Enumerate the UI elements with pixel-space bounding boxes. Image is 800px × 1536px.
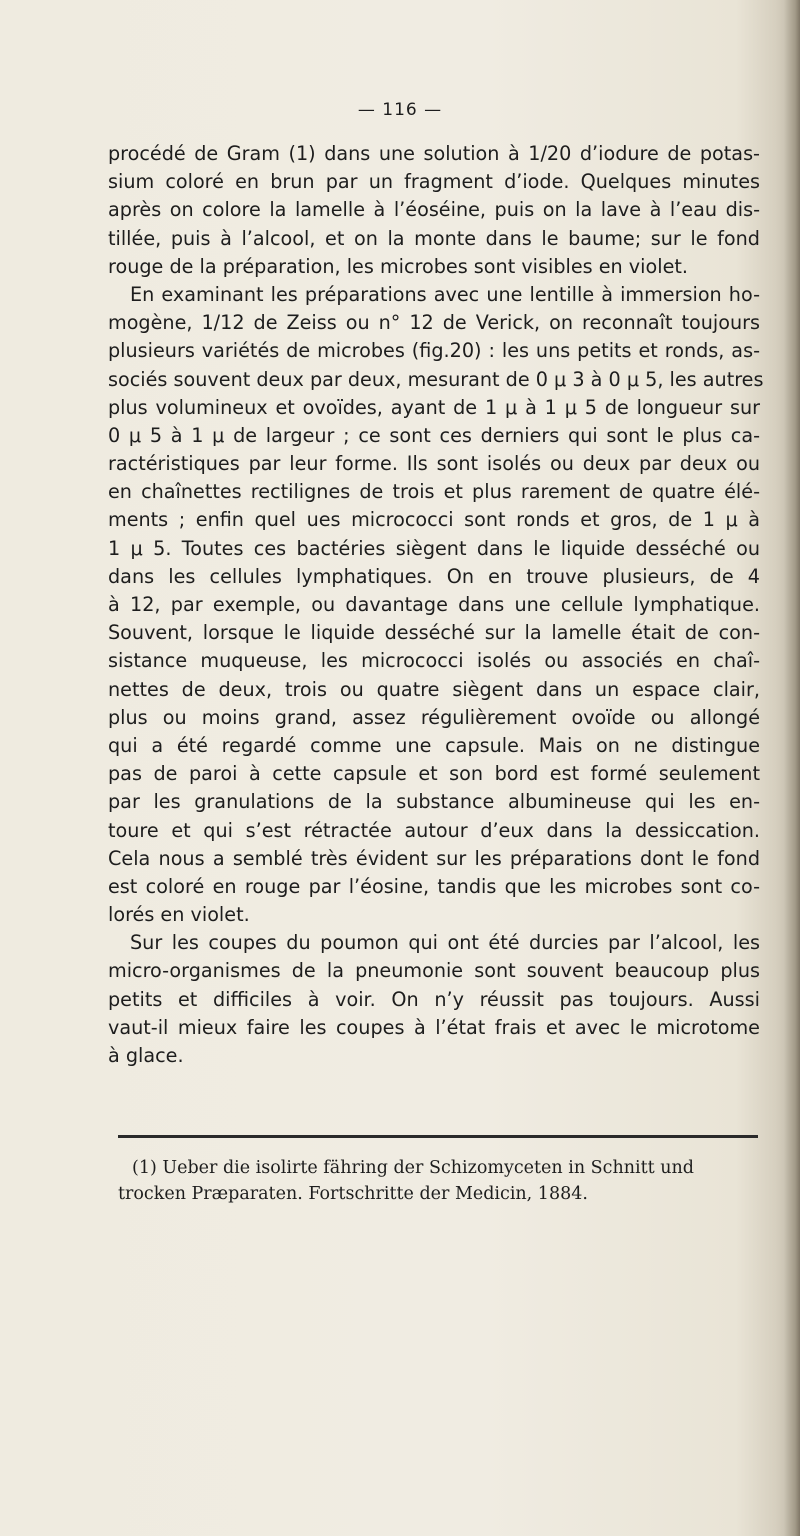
text-line: petits et difficiles à voir. On n’y réussit pas toujours. Aussi (108, 987, 760, 1011)
text-line: mogène, 1/12 de Zeiss ou n° 12 de Verick, on reconnaît toujours (108, 311, 760, 335)
text-line: dans les cellules lymphatiques. On en trouve plusieurs, de 4 (108, 564, 760, 588)
text-line: vaut-il mieux faire les coupes à l’état frais et avec le microtome (108, 1015, 760, 1039)
text-line: En examinant les préparations avec une lentille à immersion ho- (130, 282, 760, 306)
text-line: ments ; enfin quel ues micrococci sont ronds et gros, de 1 μ à (108, 508, 760, 532)
text-line: micro-organismes de la pneumonie sont souvent beaucoup plus (108, 959, 760, 983)
page-edge-shadow (784, 0, 800, 1536)
page-number: — 116 — (357, 100, 443, 120)
footnote-separator (118, 1135, 758, 1138)
text-line: rouge de la préparation, les microbes sont visibles en violet. (108, 254, 688, 278)
text-line: 0 μ 5 à 1 μ de largeur ; ce sont ces derniers qui sont le plus ca- (108, 423, 760, 447)
text-line: pas de paroi à cette capsule et son bord est formé seulement (108, 762, 760, 786)
text-line: toure et qui s’est rétractée autour d’eux dans la dessiccation. (108, 818, 760, 842)
text-line: sistance muqueuse, les micrococci isolés ou associés en chaî- (108, 649, 760, 673)
text-line: à glace. (108, 1044, 184, 1067)
text-line: par les granulations de la substance albumineuse qui les en- (108, 790, 760, 814)
text-line: en chaînettes rectilignes de trois et plus rarement de quatre élé- (108, 480, 760, 504)
footnote (118, 1155, 758, 1207)
footnote-line: trocken Præparaten. Fortschritte der Medicin, 1884. (118, 1184, 588, 1204)
text-line: Souvent, lorsque le liquide desséché sur la lamelle était de con- (108, 621, 760, 645)
text-line: est coloré en rouge par l’éosine, tandis que les microbes sont co- (108, 874, 760, 898)
text-line: 1 μ 5. Toutes ces bactéries siègent dans le liquide desséché ou (108, 536, 760, 560)
text-line: plusieurs variétés de microbes (fig.20) : les uns petits et ronds, as- (108, 339, 760, 363)
text-line: ractéristiques par leur forme. Ils sont isolés ou deux par deux ou (108, 452, 760, 476)
text-line: nettes de deux, trois ou quatre siègent dans un espace clair, (108, 677, 760, 701)
text-line: plus volumineux et ovoïdes, ayant de 1 μ à 1 μ 5 de longueur sur (108, 395, 760, 419)
text-line: plus ou moins grand, assez régulièrement ovoïde ou allongé (108, 705, 760, 729)
text-line: lorés en violet. (108, 903, 250, 927)
body-text (108, 140, 764, 1070)
footnote-line: (1) Ueber die isolirte fähring der Schizomyceten in Schnitt und (132, 1158, 694, 1178)
text-line: sium coloré en brun par un fragment d’iode. Quelques minutes (108, 170, 760, 194)
text-line: après on colore la lamelle à l’éoséine, puis on la lave à l’eau dis- (108, 198, 760, 222)
text-line: à 12, par exemple, ou davantage dans une cellule lymphatique. (108, 593, 760, 616)
text-line: Sur les coupes du poumon qui ont été durcies par l’alcool, les (130, 931, 760, 955)
text-line: qui a été regardé comme une capsule. Mais on ne distingue (108, 733, 760, 757)
text-line: tillée, puis à l’alcool, et on la monte dans le baume; sur le fond (108, 226, 760, 250)
text-line: procédé de Gram (1) dans une solution à 1/20 d’iodure de potas- (108, 142, 760, 165)
text-line: sociés souvent deux par deux, mesurant de 0 μ 3 à 0 μ 5, les autres (108, 367, 764, 391)
text-line: Cela nous a semblé très évident sur les préparations dont le fond (108, 846, 760, 870)
